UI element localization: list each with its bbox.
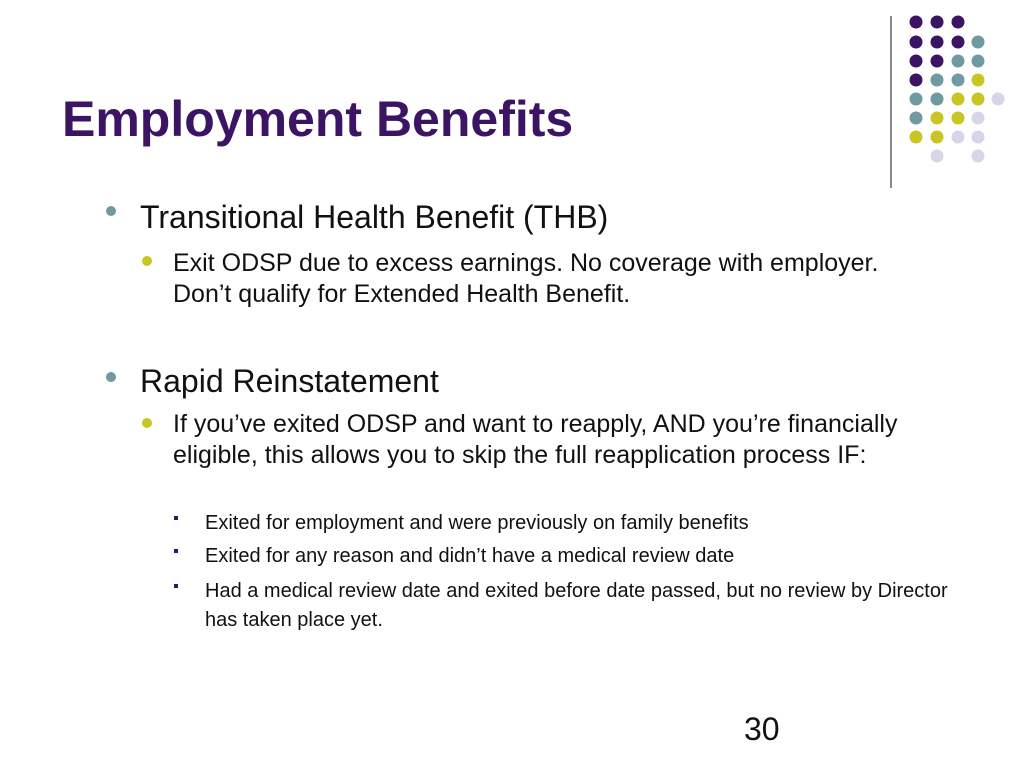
- bullet-icon: [106, 206, 116, 216]
- dot: [910, 36, 923, 49]
- sub-bullet-text: Exited for employment and were previously on family benefits: [205, 512, 749, 534]
- dot: [910, 74, 923, 87]
- section-heading: Rapid Reinstatement: [140, 363, 439, 399]
- bullet-icon: [174, 516, 178, 520]
- dot: [992, 93, 1005, 106]
- bullet-text: Exit ODSP due to excess earnings. No coverage with employer. Don’t qualify for Extended Health Benefit.: [173, 249, 879, 308]
- sub-bullet-text: Exited for any reason and didn’t have a medical review date: [205, 545, 735, 567]
- bullet-icon: [174, 549, 178, 553]
- dot: [931, 55, 944, 68]
- dot: [931, 131, 944, 144]
- dot: [952, 112, 965, 125]
- dot: [972, 36, 985, 49]
- dot: [931, 150, 944, 163]
- dot: [952, 74, 965, 87]
- dot: [910, 16, 923, 29]
- slide-title: Employment Benefits: [62, 91, 574, 147]
- divider-line: [890, 16, 892, 188]
- dot: [952, 16, 965, 29]
- section-heading: Transitional Health Benefit (THB): [140, 199, 609, 235]
- dot: [972, 112, 985, 125]
- dot: [910, 131, 923, 144]
- dot: [910, 93, 923, 106]
- dot: [931, 93, 944, 106]
- dot: [931, 74, 944, 87]
- bullet-text: If you’ve exited ODSP and want to reapply, AND you’re financially eligible, this allows you to skip the full reapplication process IF:: [173, 410, 898, 469]
- dot: [910, 55, 923, 68]
- bullet-icon: [106, 372, 116, 382]
- dot: [931, 16, 944, 29]
- bullet-icon: [142, 256, 152, 266]
- dot: [910, 112, 923, 125]
- dot: [952, 93, 965, 106]
- dot: [952, 36, 965, 49]
- page-number: 30: [744, 711, 780, 747]
- bullet-icon: [174, 584, 178, 588]
- dot: [952, 55, 965, 68]
- dot: [972, 55, 985, 68]
- bullet-icon: [142, 418, 152, 428]
- dot: [931, 36, 944, 49]
- dot: [972, 74, 985, 87]
- dot: [972, 150, 985, 163]
- sub-bullet-text: Had a medical review date and exited before date passed, but no review by Director has taken place yet.: [205, 580, 948, 631]
- dot: [952, 131, 965, 144]
- dot: [972, 93, 985, 106]
- dot: [972, 131, 985, 144]
- dot: [931, 112, 944, 125]
